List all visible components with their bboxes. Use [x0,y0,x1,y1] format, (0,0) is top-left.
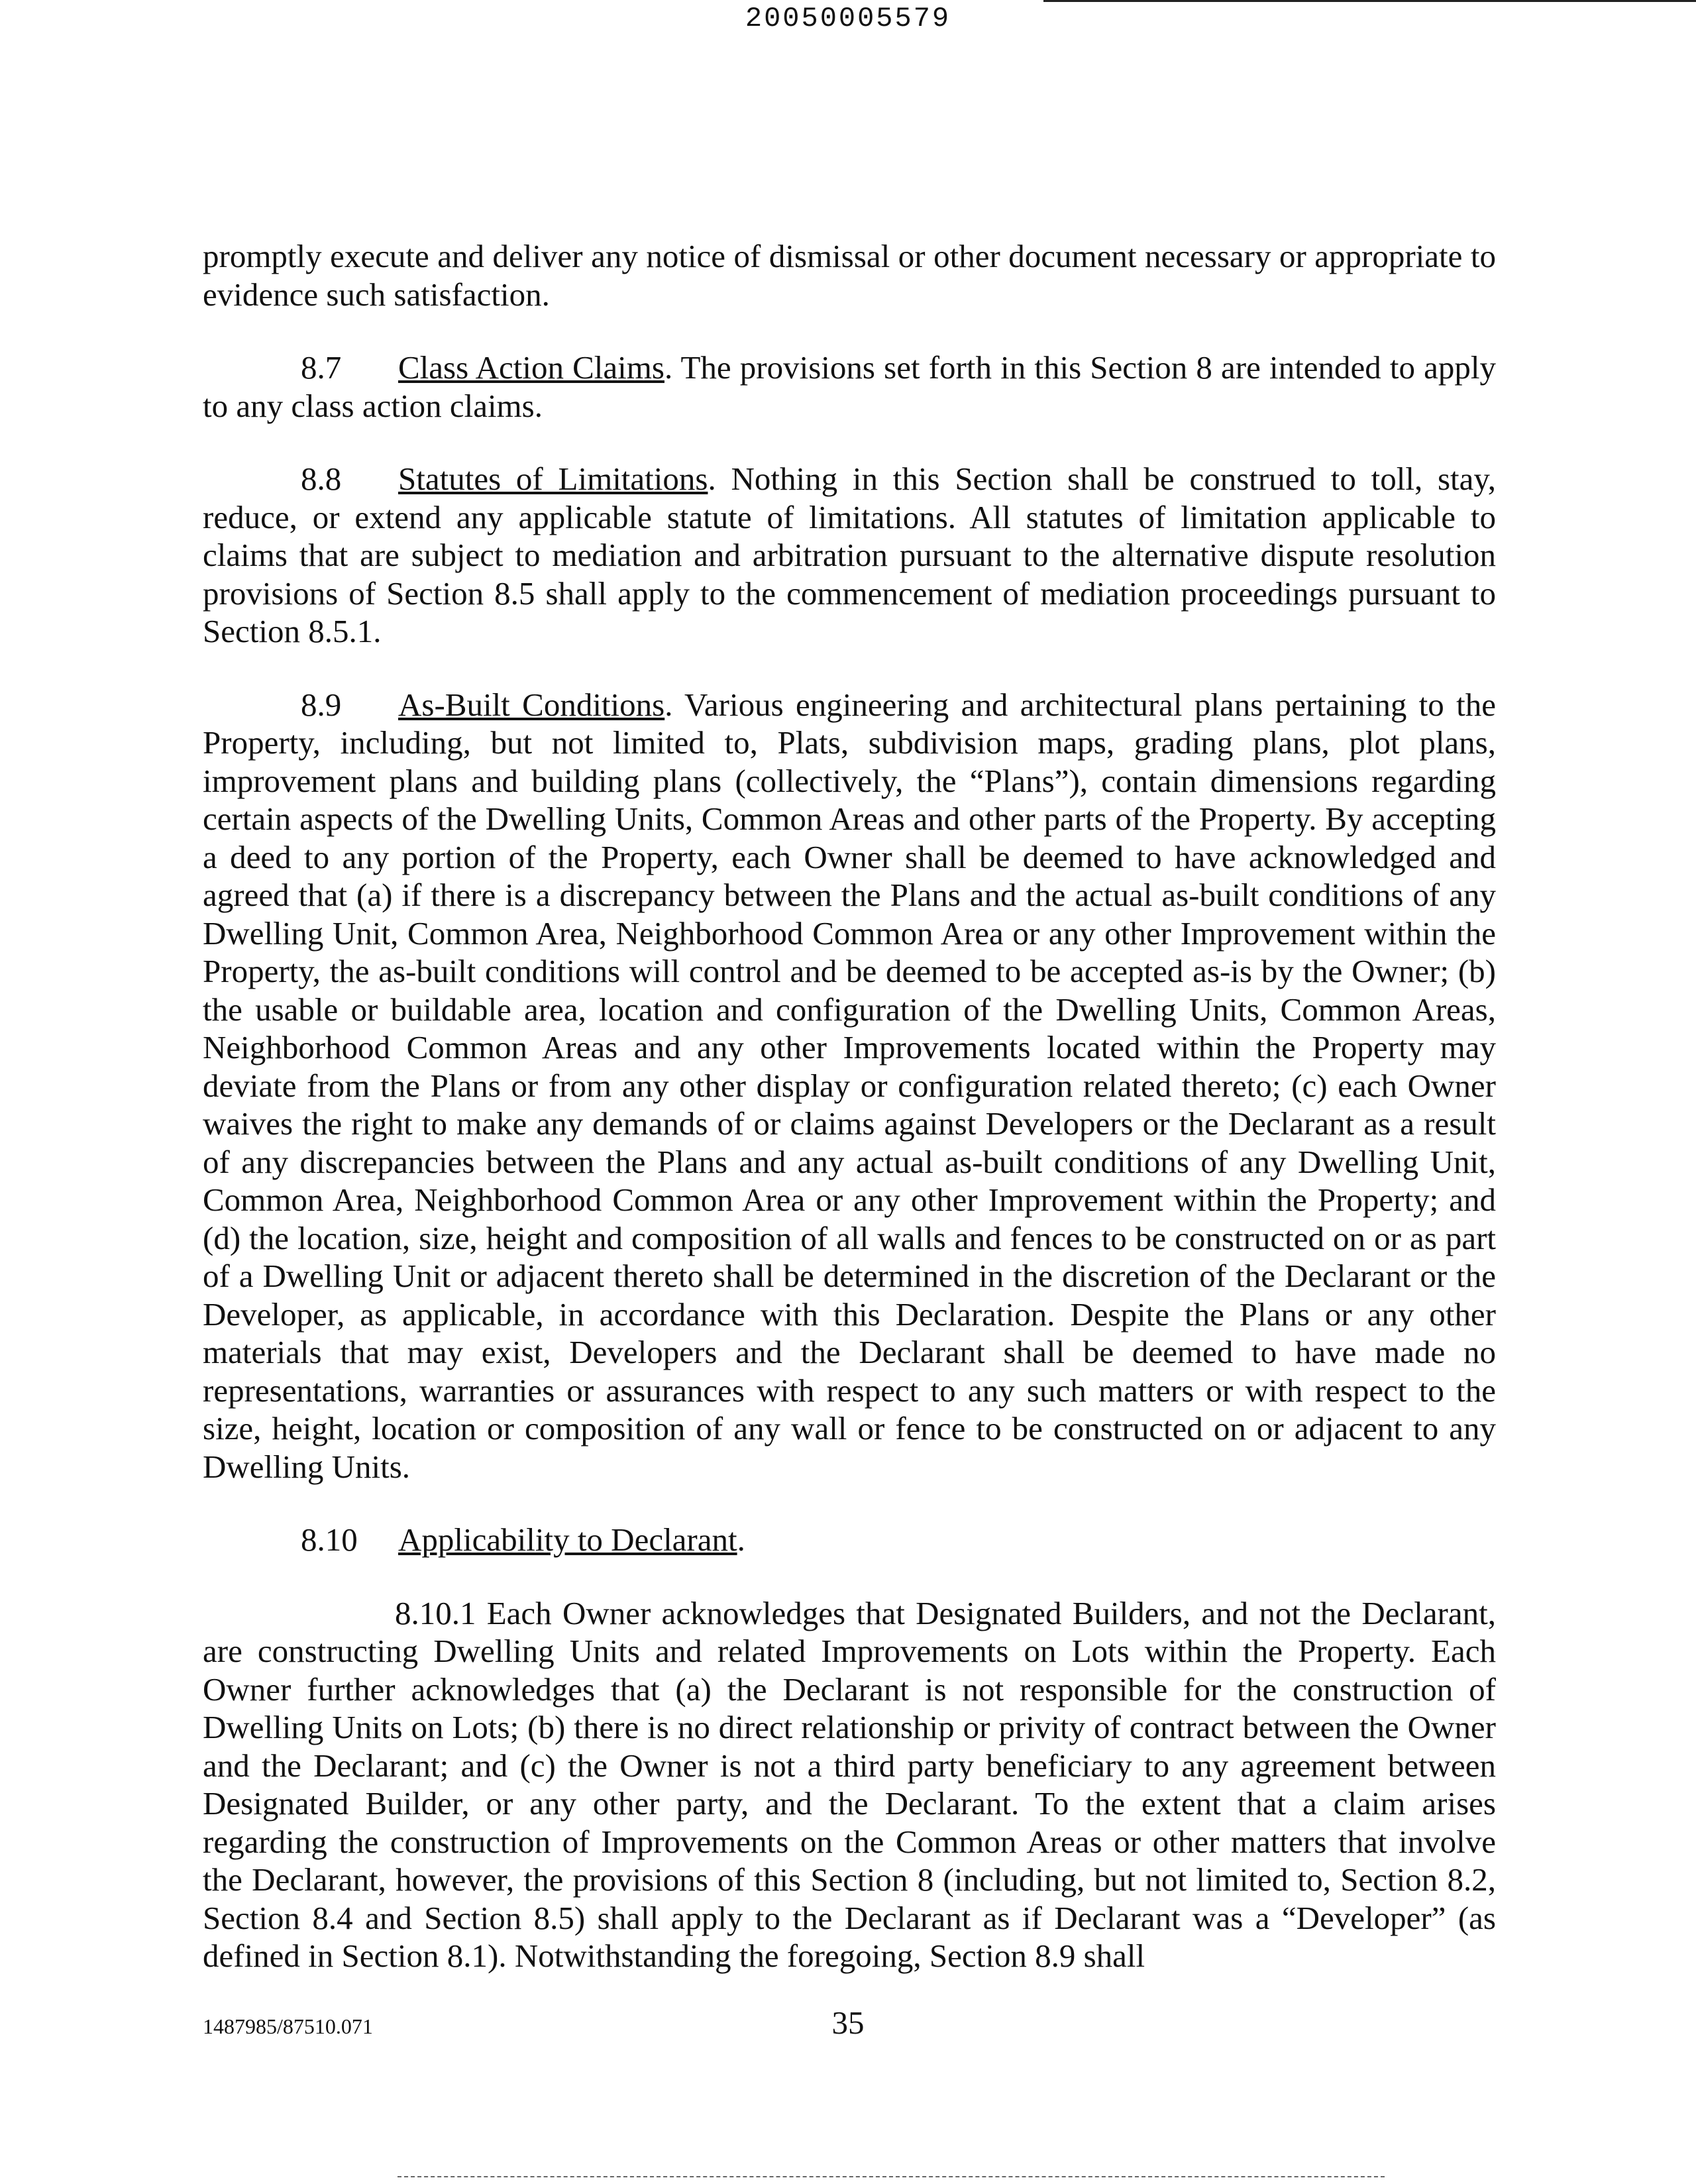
section-8-10 [203,1521,1496,1559]
section-8-7 [203,349,1496,425]
section-8-9 [203,686,1496,1486]
footer-doc-id: 1487985/87510.071 [203,2014,373,2038]
bottom-rule [398,2176,1385,2177]
section-heading: Class Action Claims [398,349,664,386]
section-heading: As-Built Conditions [398,686,665,723]
section-number: 8.7 [301,349,342,386]
section-heading: Applicability to Declarant [398,1521,737,1558]
section-8-8 [203,460,1496,651]
top-rule [1043,0,1696,2]
section-text: . Nothing in this Section shall be construed to toll, stay, reduce, or extend any applicable statute of limitations. All statutes of limitation applicable to claims that are subject to mediation and arbitration pursuant to the alternative dispute resolution provisions of Section 8.5 shall apply to the commencement of mediation proceedings pursuant to Section 8.5.1. [203,461,1496,649]
section-number: 8.9 [301,686,342,723]
section-number: 8.10 [301,1521,358,1558]
page-number: 35 [831,2004,865,2041]
section-heading: Statutes of Limitations [398,461,708,497]
section-text: . [737,1521,745,1558]
section-text: . The provisions set forth in this Section 8 are intended to apply to any class action claims. [203,349,1496,424]
section-text: . Various engineering and architectural plans pertaining to the Property, including, but not limited to, Plats, subdivision maps, grading plans, plot plans, improvement plans and building plans (collectively, the “Plans”), contain dimensions regarding certain aspects of the Dwelling Units, Common Areas and other parts of the Property. By accepting a deed to any portion of the Property, each Owner shall be deemed to have acknowledged and agreed that (a) if there is a discrepancy between the Plans and the actual as-built conditions of any Dwelling Unit, Common Area, Neighborhood Common Area or any other Improvement within the Property, the as-built conditions will control and be deemed to be accepted as-is by the Owner; (b) the usable or buildable area, location and configuration of the Dwelling Units, Common Areas, Neighborhood Common Areas and any other Improvements located within the Property may deviate from the Plans or from any other display or configuration related thereto; (c) each Owner waives the right to make any demands of or claims against Developers or the Declarant as a result of any discrepancies between the Plans and any actual as-built conditions of any Dwelling Unit, Common Area, Neighborhood Common Area or any other Improvement within the Property; and (d) the location, size, height and composition of all walls and fences to be constructed on or as part of a Dwelling Unit or adjacent thereto shall be determined in the discretion of the Declarant or the Developer, as applicable, in accordance with this Declaration. Despite the Plans or any other materials that may exist, Developers and the Declarant shall be deemed to have made no representations, warranties or assurances with respect to any such matters or with respect to the size, height, location or composition of any wall or fence to be constructed on or adjacent to any Dwelling Units. [203,686,1496,1485]
section-number: 8.8 [301,461,342,497]
document-body [203,237,1496,1975]
document-number: 20050005579 [745,3,951,34]
section-8-10-1: 8.10.1 Each Owner acknowledges that Designated Builders, and not the Declarant, are constructing Dwelling Units and related Improvements on Lots within the Property. Each Owner further acknowledges that (a) the Declarant is not responsible for the construction of Dwelling Units on Lots; (b) there is no direct relationship or privity of contract between the Owner and the Declarant; and (c) the Owner is not a third party beneficiary to any agreement between Designated Builder, or any other party, and the Declarant. To the extent that a claim arises regarding the construction of Improvements on the Common Areas or other matters that involve the Declarant, however, the provisions of this Section 8 (including, but not limited to, Section 8.2, Section 8.4 and Section 8.5) shall apply to the Declarant as if Declarant was a “Developer” (as defined in Section 8.1). Notwithstanding the foregoing, Section 8.9 shall [203,1594,1496,1974]
paragraph-continuation: promptly execute and deliver any notice of dismissal or other document necessary or appropriate to evidence such satisfaction. [203,238,1496,313]
